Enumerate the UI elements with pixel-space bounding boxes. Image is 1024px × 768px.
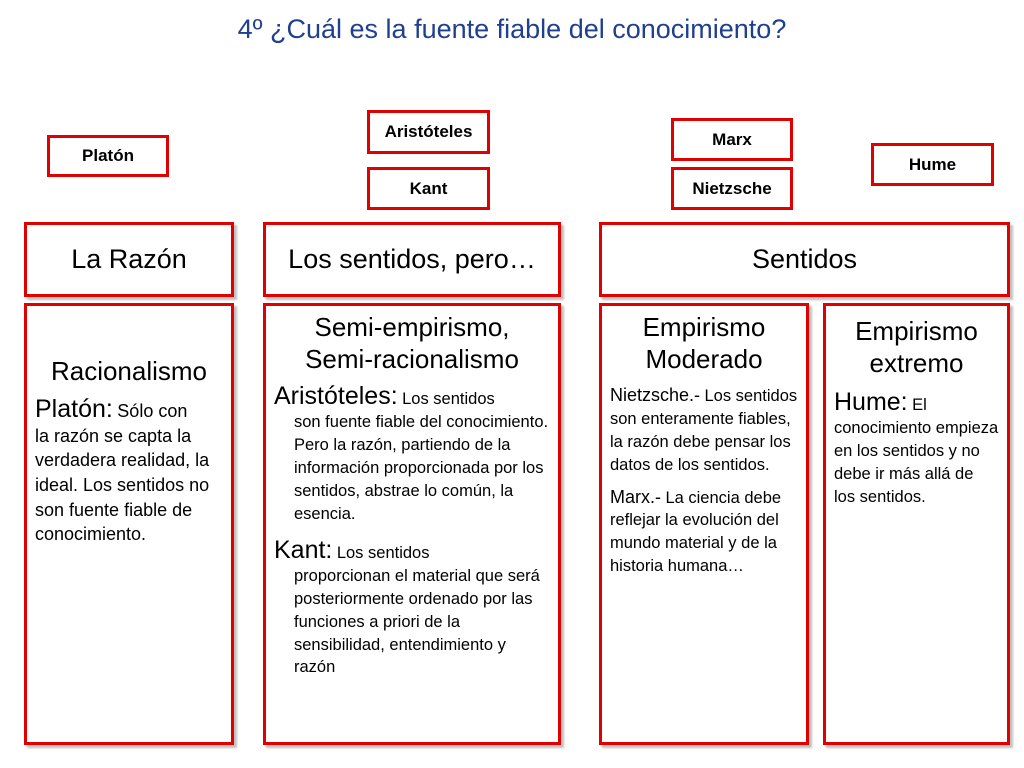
- extremo-heading-line2: extremo: [869, 347, 964, 378]
- author-tag-nietzsche: Nietzsche: [671, 167, 793, 210]
- header-los-sentidos-pero: Los sentidos, pero…: [263, 222, 561, 297]
- column-empirismo-moderado: [599, 303, 809, 745]
- moderado-heading-line2: Moderado: [645, 343, 763, 374]
- kant-text: proporcionan el material que será posteriormente ordenado por las funciones a priori de la sensibilidad, entendimiento y razón: [294, 567, 540, 677]
- hume-text: El conocimiento empieza en los sentidos y no debe ir más allá de los sentidos.: [834, 396, 999, 506]
- moderado-heading-line1: Empirismo: [642, 312, 766, 342]
- marx-text: La ciencia debe reflejar la evolución del mundo material y de la historia humana…: [610, 488, 782, 575]
- column-semi-empirismo: [263, 303, 561, 745]
- author-tag-hume: Hume: [871, 143, 994, 186]
- semi-heading-line1: Semi-empirismo,: [314, 312, 510, 342]
- nietzsche-author-label: Nietzsche.-: [610, 385, 701, 406]
- header-sentidos: Sentidos: [599, 222, 1010, 297]
- kant-author-label: Kant:: [274, 536, 333, 565]
- slide-title: 4º ¿Cuál es la fuente fiable del conocimiento?: [237, 14, 787, 44]
- column-racionalismo: [24, 303, 234, 745]
- platon-text: la razón se capta la verdadera realidad, la ideal. Los sentidos no son fuente fiable de conocimiento.: [35, 425, 210, 545]
- aristoteles-author-label: Aristóteles:: [274, 382, 398, 411]
- hume-author-label: Hume:: [834, 388, 908, 417]
- extremo-heading-line1: Empirismo: [855, 316, 978, 346]
- kant-text-start: Los sentidos: [336, 544, 430, 563]
- platon-text-start: Sólo con: [117, 400, 188, 421]
- aristoteles-text-start: Los sentidos: [402, 390, 495, 409]
- platon-author-label: Platón:: [35, 394, 113, 423]
- author-tag-platon: Platón: [47, 135, 169, 177]
- semi-heading-line2: Semi-racionalismo: [305, 343, 519, 374]
- racionalismo-heading: Racionalismo: [50, 356, 208, 386]
- marx-author-label: Marx.-: [610, 486, 661, 507]
- nietzsche-text: Los sentidos son enteramente fiables, la razón debe pensar los datos de los sentidos.: [610, 387, 798, 474]
- author-tag-marx: Marx: [671, 118, 793, 161]
- column-empirismo-extremo: [823, 303, 1010, 745]
- author-tag-aristoteles: Aristóteles: [367, 110, 490, 154]
- author-tag-kant: Kant: [367, 167, 490, 210]
- header-la-razon: La Razón: [24, 222, 234, 297]
- aristoteles-text: son fuente fiable del conocimiento. Pero la razón, partiendo de la información proporcionada por los sentidos, abstrae lo común, la esencia.: [294, 413, 549, 523]
